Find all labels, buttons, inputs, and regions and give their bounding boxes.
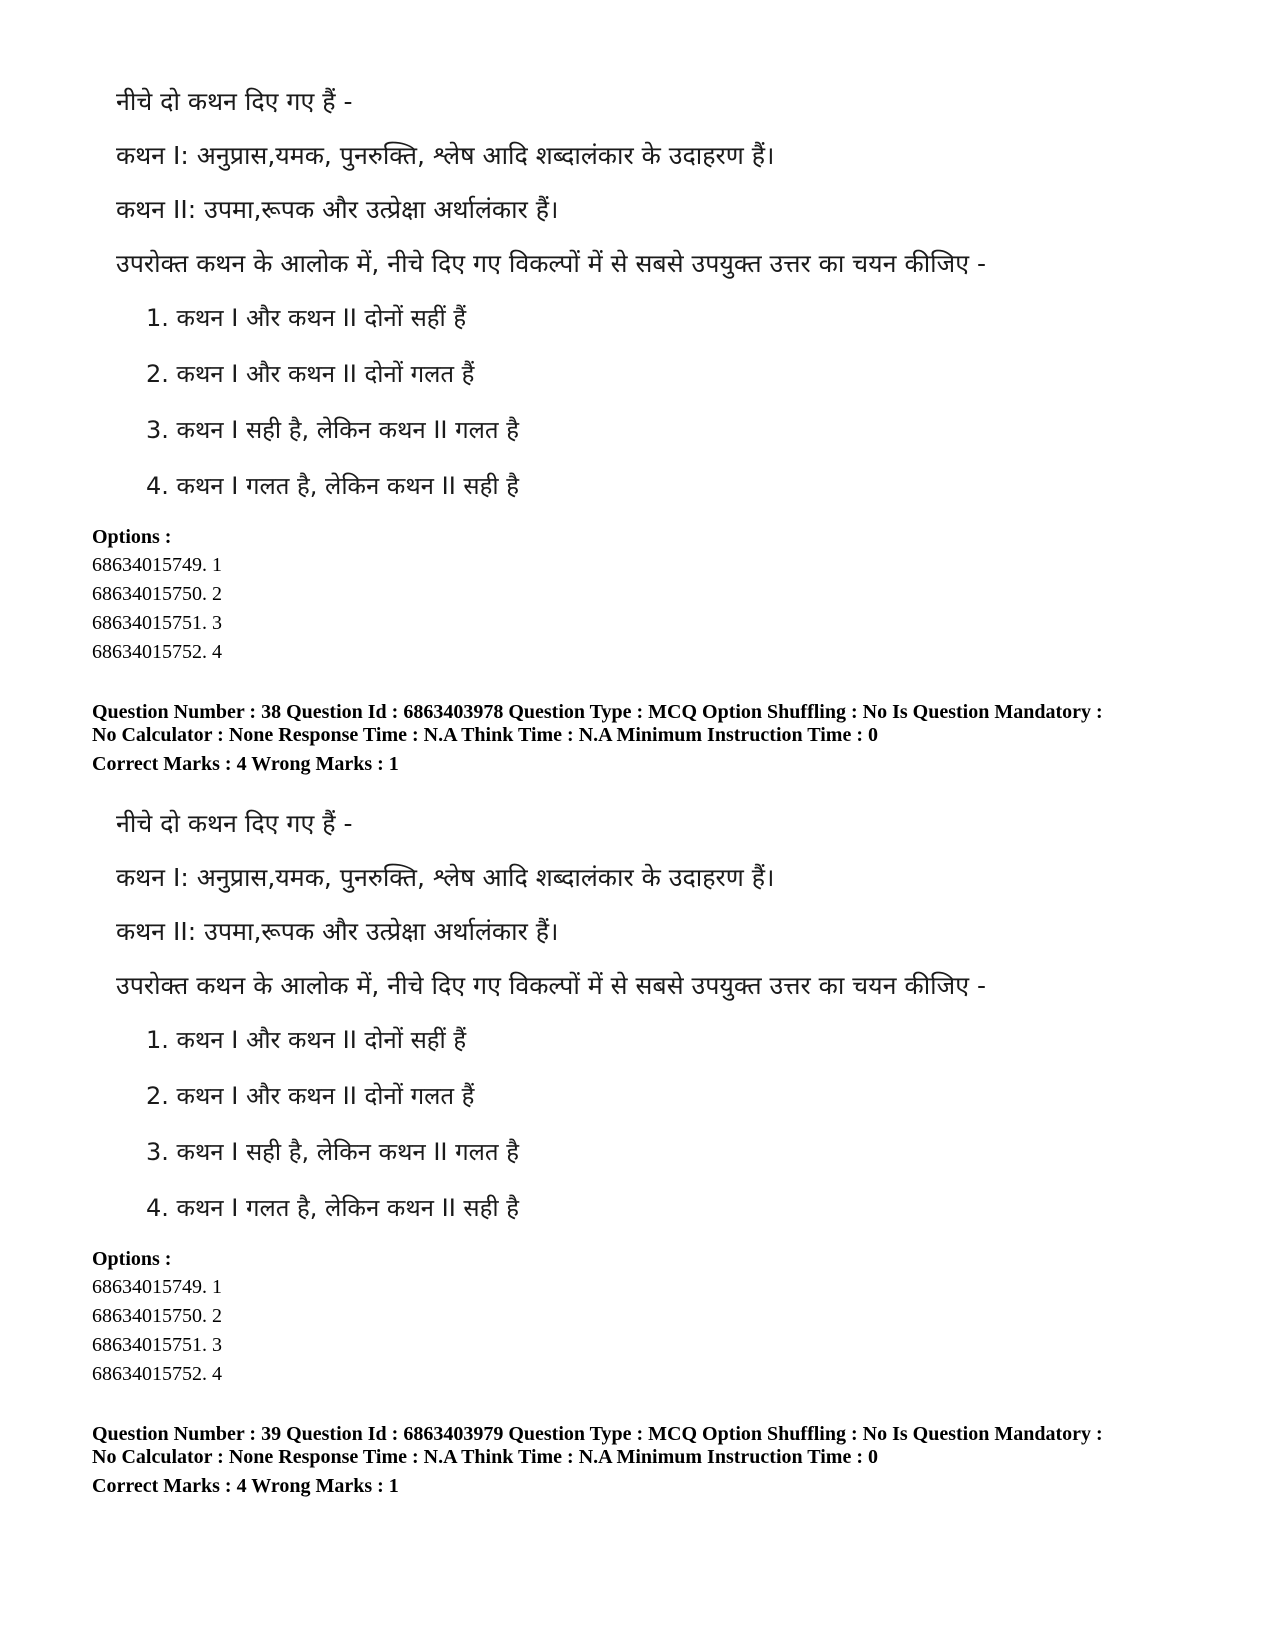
q37-statement-1: कथन I: अनुप्रास,यमक, पुनरुक्ति, श्लेष आदि शब्दालंकार के उदाहरण हैं। (116, 141, 775, 170)
q37-choice-2: 2. कथन I और कथन II दोनों गलत हैं (146, 360, 475, 388)
q38-option-2: 68634015750. 2 (92, 1305, 222, 1327)
q38-option-1: 68634015749. 1 (92, 1276, 222, 1298)
q37-option-4: 68634015752. 4 (92, 641, 222, 663)
q39-meta-line-2: No Calculator : None Response Time : N.A Think Time : N.A Minimum Instruction Time : 0 (92, 1446, 878, 1468)
q38-choice-4: 4. कथन I गलत है, लेकिन कथन II सही है (146, 1194, 519, 1222)
q37-option-3: 68634015751. 3 (92, 612, 222, 634)
q38-options-label: Options : (92, 1248, 172, 1270)
q37-instruction: उपरोक्त कथन के आलोक में, नीचे दिए गए विकल्पों में से सबसे उपयुक्त उत्तर का चयन कीजिए - (116, 249, 986, 278)
q38-choice-2: 2. कथन I और कथन II दोनों गलत हैं (146, 1082, 475, 1110)
q37-options-label: Options : (92, 526, 172, 548)
q38-option-4: 68634015752. 4 (92, 1363, 222, 1385)
q37-choice-1: 1. कथन I और कथन II दोनों सहीं हैं (146, 304, 467, 332)
q38-option-3: 68634015751. 3 (92, 1334, 222, 1356)
q38-choice-3: 3. कथन I सही है, लेकिन कथन II गलत है (146, 1138, 519, 1166)
q37-option-2: 68634015750. 2 (92, 583, 222, 605)
q37-statement-2: कथन II: उपमा,रूपक और उत्प्रेक्षा अर्थालंकार हैं। (116, 195, 559, 224)
q37-choice-3: 3. कथन I सही है, लेकिन कथन II गलत है (146, 416, 519, 444)
q37-choice-4: 4. कथन I गलत है, लेकिन कथन II सही है (146, 472, 519, 500)
q38-instruction: उपरोक्त कथन के आलोक में, नीचे दिए गए विकल्पों में से सबसे उपयुक्त उत्तर का चयन कीजिए - (116, 971, 986, 1000)
q37-option-1: 68634015749. 1 (92, 554, 222, 576)
q38-choice-1: 1. कथन I और कथन II दोनों सहीं हैं (146, 1026, 467, 1054)
q38-statement-1: कथन I: अनुप्रास,यमक, पुनरुक्ति, श्लेष आदि शब्दालंकार के उदाहरण हैं। (116, 863, 775, 892)
q37-intro-line: नीचे दो कथन दिए गए हैं - (116, 87, 353, 116)
q38-meta-line-2: No Calculator : None Response Time : N.A Think Time : N.A Minimum Instruction Time : 0 (92, 724, 878, 746)
q38-intro-line: नीचे दो कथन दिए गए हैं - (116, 809, 353, 838)
q38-statement-2: कथन II: उपमा,रूपक और उत्प्रेक्षा अर्थालंकार हैं। (116, 917, 559, 946)
q38-meta-line-1: Question Number : 38 Question Id : 6863403978 Question Type : MCQ Option Shuffling : No Is Question Mandatory : (92, 701, 1103, 723)
q39-marks: Correct Marks : 4 Wrong Marks : 1 (92, 1475, 399, 1497)
q39-meta-line-1: Question Number : 39 Question Id : 6863403979 Question Type : MCQ Option Shuffling : No Is Question Mandatory : (92, 1423, 1103, 1445)
q38-marks: Correct Marks : 4 Wrong Marks : 1 (92, 753, 399, 775)
